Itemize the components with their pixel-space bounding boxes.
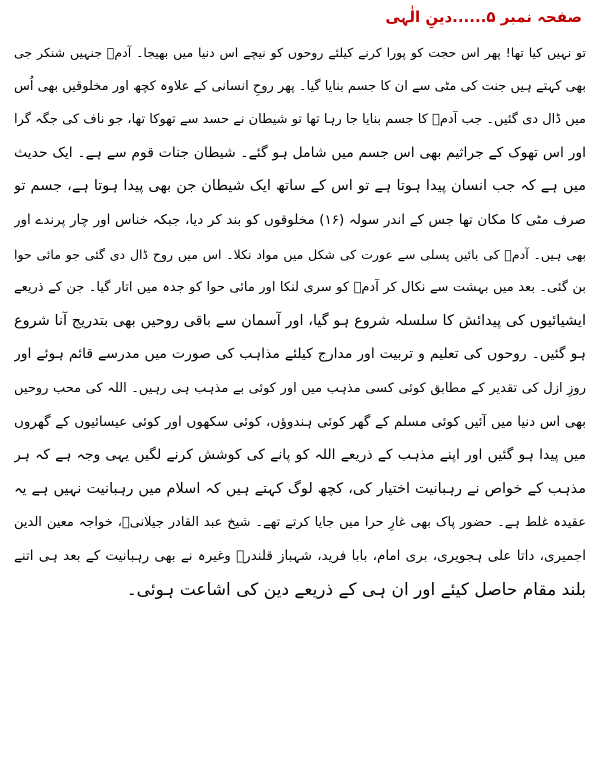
- text-line: عقیدہ غلط ہے۔ حضور پاک بھی غارِ حرا میں جایا کرتے تھے۔ شیخ عبد القادر جیلانیؒ، خواجہ معین الدین: [14, 515, 586, 531]
- text-line: اور اس تھوک کے جراثیم بھی اس جسم میں شامل ہو گئے۔ شیطان جنات قوم سے ہے۔ ایک حدیث: [14, 144, 586, 161]
- text-line: بلند مقام حاصل کیئے اور ان ہی کے ذریعے دین کی اشاعت ہوئی۔: [126, 579, 586, 600]
- text-line: بھی اس دنیا میں آئیں کوئی مسلم کے گھر کوئی ہندوؤں، کوئی سکھوں اور کوئی عیسائیوں کے گھروں: [14, 413, 586, 430]
- text-line: ایشیائیوں کی پیدائش کا سلسلہ شروع ہو گیا، اور آسمان سے باقی روحیں بھی بتدریج آنا شروع: [14, 312, 586, 329]
- text-line: صرف مٹی کا مکان تھا جس کے اندر سولہ (۱۶) مخلوقوں کو بند کر دیا، جبکہ خناس اور چار پرندے اور: [14, 211, 586, 228]
- text-line: بھی کہتے ہیں جنت کی مٹی سے ان کا جسم بنایا گیا۔ پھر روحِ انسانی کے علاوہ کچھ اور مخلوقیں بھی اُس: [14, 78, 586, 94]
- text-line: اجمیری، داتا علی ہجویری، بری امام، بابا فرید، شہباز قلندرؒ وغیرہ نے بھی رہبانیت کے بعد ہی اتنے: [14, 547, 586, 564]
- text-line: میں ہے کہ جب انسان پیدا ہوتا ہے تو اس کے ساتھ ایک شیطان جن بھی پیدا ہوتا ہے، جسم تو: [14, 178, 586, 195]
- text-line: بھی ہیں۔ آدمؑ کی بائیں پسلی سے عورت کی شکل میں مواد نکلا۔ اس میں روح ڈال دی گئی جو مائی حوا: [14, 246, 586, 262]
- text-line: میں پیدا ہو گئیں اور اپنے مذہب کے ذریعے اللہ کو پانے کی کوشش کرنے لگیں یہی وجہ ہے کہ ہر: [14, 447, 586, 464]
- text-line: بن گئی۔ بعد میں بہشت سے نکال کر آدمؑ کو سری لنکا اور مائی حوا کو جدہ میں اتار گیا۔ جن کے ذریعے: [14, 280, 586, 296]
- text-line: ہو گئیں۔ روحوں کی تعلیم و تربیت اور مدارج کیلئے مذاہب کی صورت میں مدرسے قائم ہوئے اور: [14, 346, 586, 363]
- text-line: تو نہیں کیا تھا! پھر اس حجت کو پورا کرنے کیلئے روحوں کو نیچے اس دنیا میں بھیجا۔ آدمؑ جنہیں شنکر جی: [14, 45, 586, 60]
- text-line: میں ڈال دی گئیں۔ جب آدمؑ کا جسم بنایا جا رہا تھا تو شیطان نے حسد سے تھوکا تھا، جو ناف کی جگہ گرا: [14, 112, 586, 128]
- text-line: مذہب کے خواص نے رہبانیت اختیار کی، کچھ لوگ کہتے ہیں کہ اسلام میں رہبانیت نہیں ہے یہ: [14, 480, 586, 497]
- text-line: روزِ ازل کی تقدیر کے مطابق کوئی کسی مذہب میں اور کوئی بے مذہب ہی رہیں۔ اللہ کی محب روحیں: [14, 380, 586, 396]
- body-text: [14, 36, 586, 775]
- page-header: صفحہ نمبر ۵......دینِ الٰہی: [385, 8, 582, 26]
